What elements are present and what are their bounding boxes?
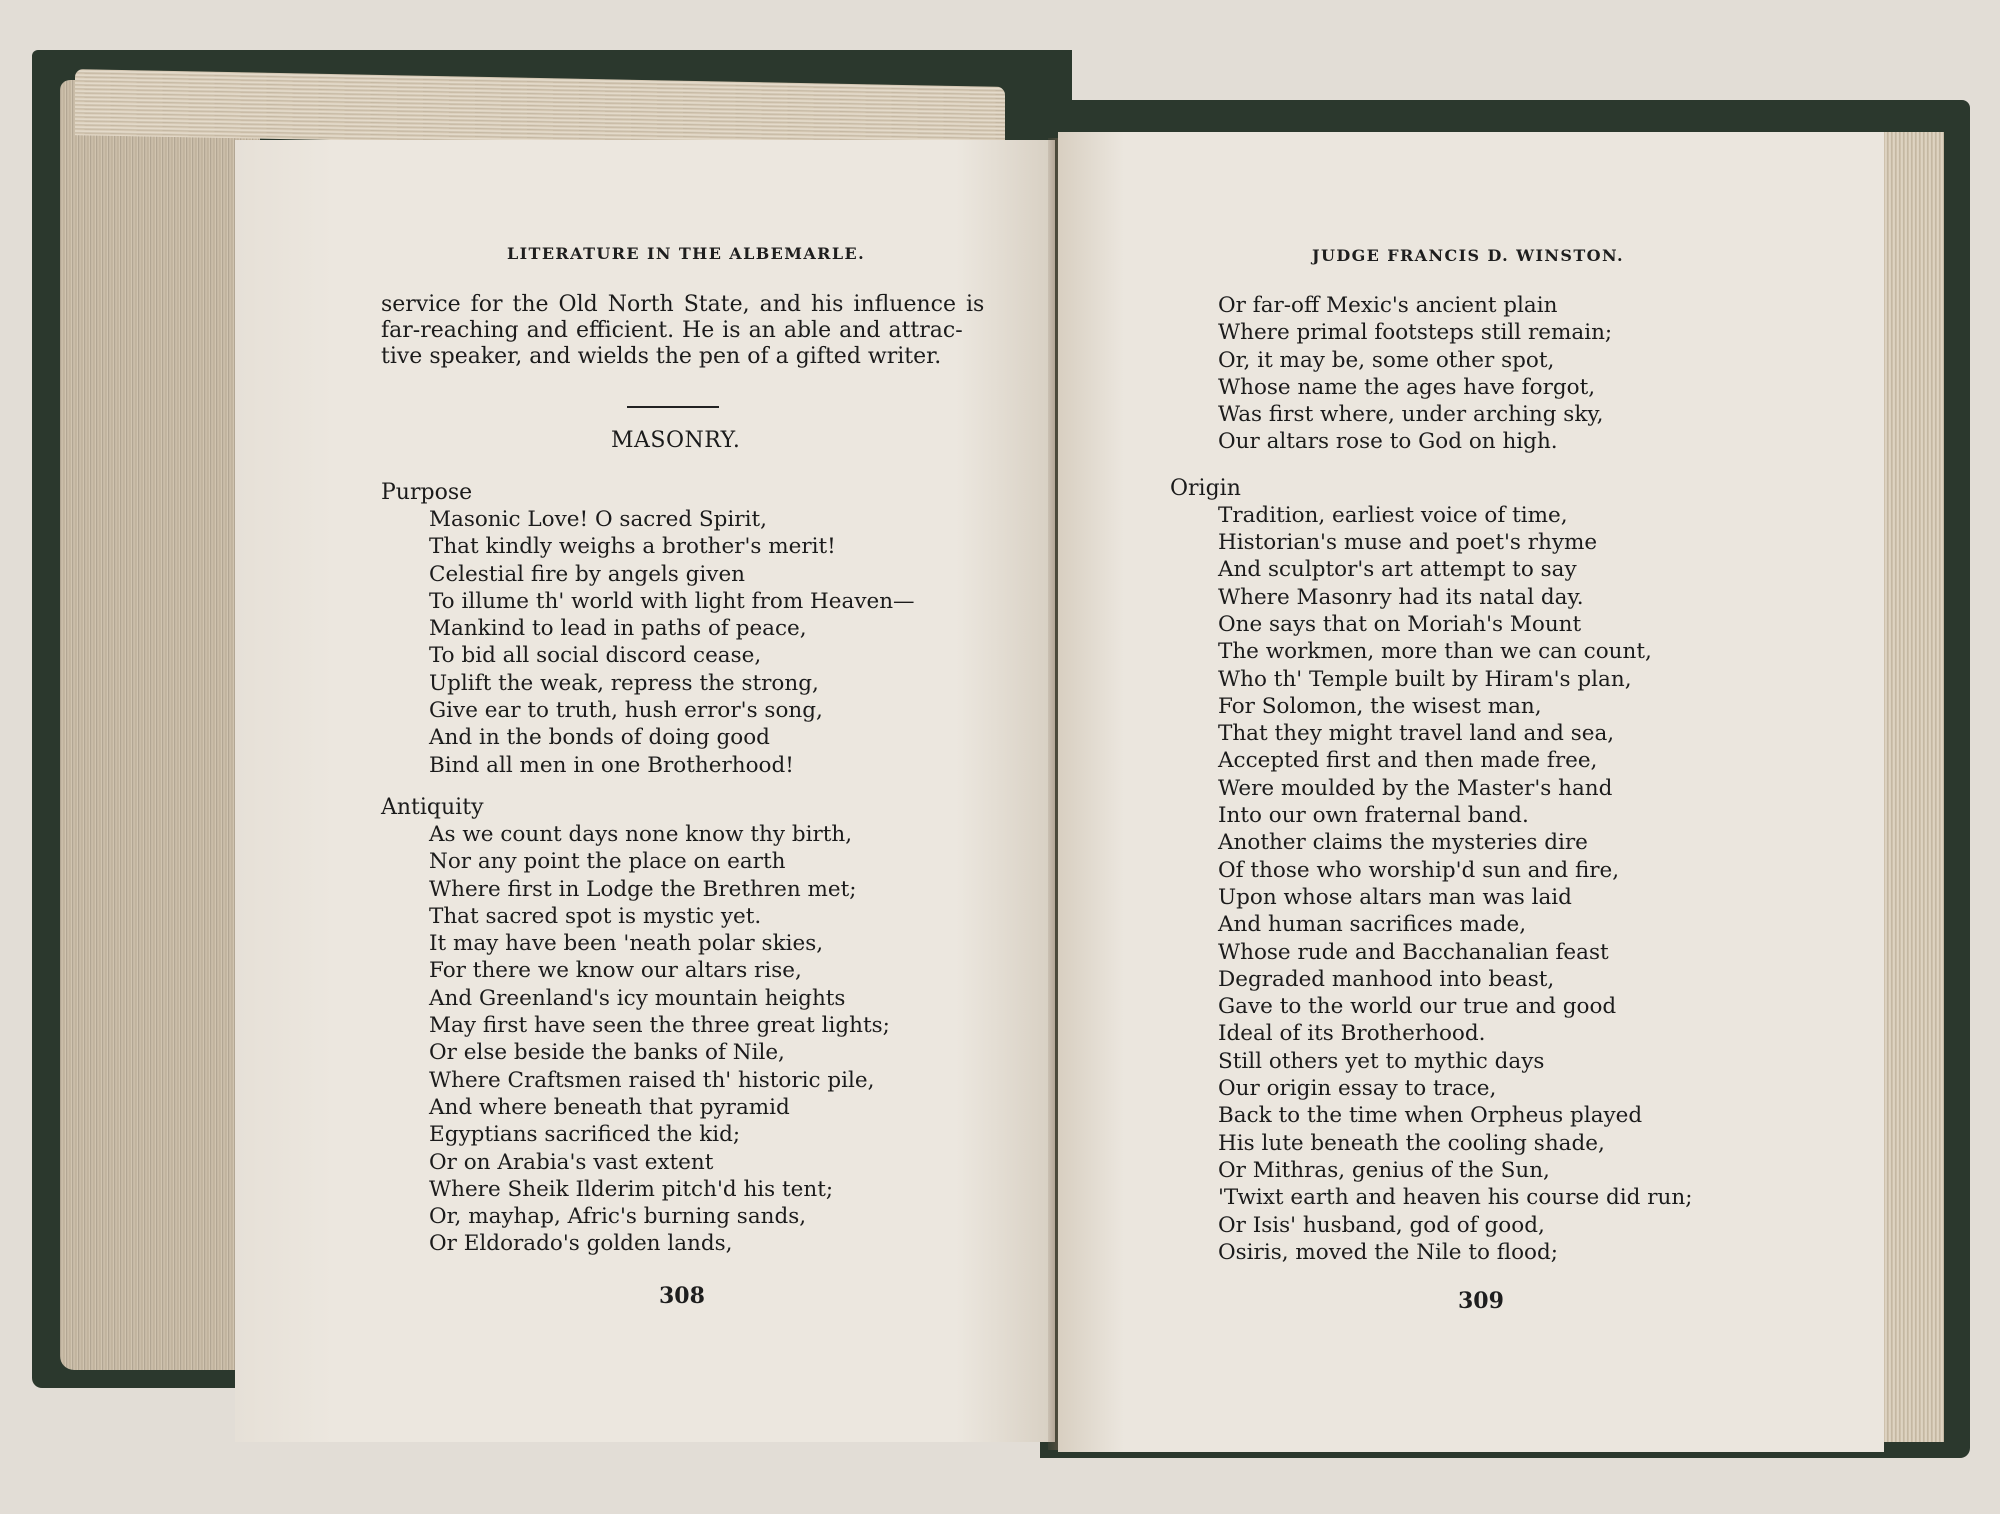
verse-line: Degraded manhood into beast, <box>1218 966 1555 992</box>
title-rule <box>627 406 719 408</box>
verse-line: May first have seen the three great lights; <box>429 1013 890 1039</box>
verse-line: Where first in Lodge the Brethren met; <box>429 876 857 902</box>
verse-line: Or on Arabia's vast extent <box>429 1149 714 1175</box>
verse-line: Or Isis' husband, god of good, <box>1218 1212 1545 1238</box>
intro-line: tive speaker, and wields the pen of a gifted writer. <box>381 344 942 369</box>
section-heading: Purpose <box>381 480 473 505</box>
verse-line: Where Masonry had its natal day. <box>1218 584 1584 610</box>
verse-line: The workmen, more than we can count, <box>1218 639 1652 665</box>
intro-line: far-reaching and efficient. He is an able and attrac- <box>381 318 963 343</box>
verse-line: Or far-off Mexic's ancient plain <box>1218 293 1558 318</box>
verse-line: Another claims the mysteries dire <box>1218 830 1588 856</box>
verse-line: It may have been 'neath polar skies, <box>429 931 824 957</box>
verse-line: Egyptians sacrificed the kid; <box>429 1122 741 1148</box>
verse-line: Who th' Temple built by Hiram's plan, <box>1218 666 1632 692</box>
verse-line: Was first where, under arching sky, <box>1218 402 1604 428</box>
verse-line: Or Eldorado's golden lands, <box>429 1231 733 1257</box>
verse-line: Where Sheik Ilderim pitch'd his tent; <box>429 1176 834 1202</box>
verse-line: To illume th' world with light from Heaven— <box>429 588 915 614</box>
verse-line: For Solomon, the wisest man, <box>1218 693 1542 719</box>
verse-line: Where primal footsteps still remain; <box>1218 320 1613 346</box>
verse-line: 'Twixt earth and heaven his course did run; <box>1218 1185 1693 1211</box>
verse-line: Or, mayhap, Afric's burning sands, <box>429 1204 807 1230</box>
section-heading: Antiquity <box>381 794 484 820</box>
left-page <box>235 140 1055 1442</box>
poem-title: MASONRY. <box>611 428 741 453</box>
section-heading: Origin <box>1170 475 1241 501</box>
verse-line: To bid all social discord cease, <box>429 643 762 669</box>
verse-line: Our altars rose to God on high. <box>1218 429 1558 455</box>
verse-line: Osiris, moved the Nile to flood; <box>1218 1239 1559 1265</box>
page-number-right: 309 <box>1458 1288 1504 1314</box>
verse-line: As we count days none know thy birth, <box>429 821 853 847</box>
verse-line: Accepted first and then made free, <box>1218 748 1598 774</box>
verse-line: And sculptor's art attempt to say <box>1218 557 1577 583</box>
verse-line: Back to the time when Orpheus played <box>1218 1103 1643 1129</box>
intro-line: service for the Old North State, and his influence is <box>381 292 985 317</box>
section-purpose <box>381 480 971 779</box>
verse-line: Into our own fraternal band. <box>1218 803 1529 829</box>
verse-line: Uplift the weak, repress the strong, <box>429 670 819 696</box>
right-page <box>1058 132 1884 1452</box>
verse-line: His lute beneath the cooling shade, <box>1218 1130 1605 1156</box>
page-number-left: 308 <box>659 1283 705 1309</box>
verse-lines <box>1170 502 1810 1266</box>
verse-line: One says that on Moriah's Mount <box>1218 611 1582 637</box>
verse-line: Historian's muse and poet's rhyme <box>1218 530 1598 556</box>
verse-line: And Greenland's icy mountain heights <box>429 985 846 1011</box>
verse-line: Nor any point the place on earth <box>429 849 786 875</box>
verse-line: Upon whose altars man was laid <box>1218 884 1572 910</box>
verse-line: Mankind to lead in paths of peace, <box>429 616 807 642</box>
verse-line: Or, it may be, some other spot, <box>1218 347 1555 373</box>
verse-line: That they might travel land and sea, <box>1218 721 1615 747</box>
verse-line: And where beneath that pyramid <box>429 1094 790 1120</box>
intro-paragraph <box>381 292 985 370</box>
verse-line: That kindly weighs a brother's merit! <box>429 534 836 560</box>
right-page-edges <box>1880 132 1944 1442</box>
verse-line: Were moulded by the Master's hand <box>1218 775 1613 801</box>
verse-line: And in the bonds of doing good <box>429 725 770 751</box>
verse-line: Still others yet to mythic days <box>1218 1048 1545 1074</box>
running-head-left: LITERATURE IN THE ALBEMARLE. <box>507 244 866 263</box>
verse-line: And human sacrifices made, <box>1218 912 1527 938</box>
verse-line: Masonic Love! O sacred Spirit, <box>429 507 767 532</box>
verse-line: Bind all men in one Brotherhood! <box>429 752 794 778</box>
verse-line: Gave to the world our true and good <box>1218 994 1617 1020</box>
page-block-edges <box>60 80 260 1370</box>
section-origin <box>1170 476 1810 1266</box>
verse-line: For there we know our altars rise, <box>429 958 802 984</box>
verse-line: Give ear to truth, hush error's song, <box>429 698 823 724</box>
right-text-column <box>1170 292 1810 1266</box>
verse-line: Or Mithras, genius of the Sun, <box>1218 1157 1550 1183</box>
verse-line: Our origin essay to trace, <box>1218 1076 1497 1102</box>
section-antiquity <box>381 795 971 1258</box>
verse-line: Whose rude and Bacchanalian feast <box>1218 939 1609 965</box>
verse-line: Where Craftsmen raised th' historic pile, <box>429 1067 875 1093</box>
verse-line: That sacred spot is mystic yet. <box>429 903 762 929</box>
verse-lines <box>1170 292 1810 456</box>
verse-line: Whose name the ages have forgot, <box>1218 374 1596 400</box>
verse-lines <box>381 821 971 1258</box>
verse-line: Ideal of its Brotherhood. <box>1218 1021 1486 1047</box>
verse-line: Celestial fire by angels given <box>429 561 746 587</box>
verse-line: Or else beside the banks of Nile, <box>429 1040 785 1066</box>
verse-line: Of those who worship'd sun and fire, <box>1218 857 1620 883</box>
verse-lines <box>381 506 971 779</box>
running-head-right: JUDGE FRANCIS D. WINSTON. <box>1312 246 1624 265</box>
verse-line: Tradition, earliest voice of time, <box>1218 502 1568 528</box>
left-text-column <box>381 292 985 1258</box>
